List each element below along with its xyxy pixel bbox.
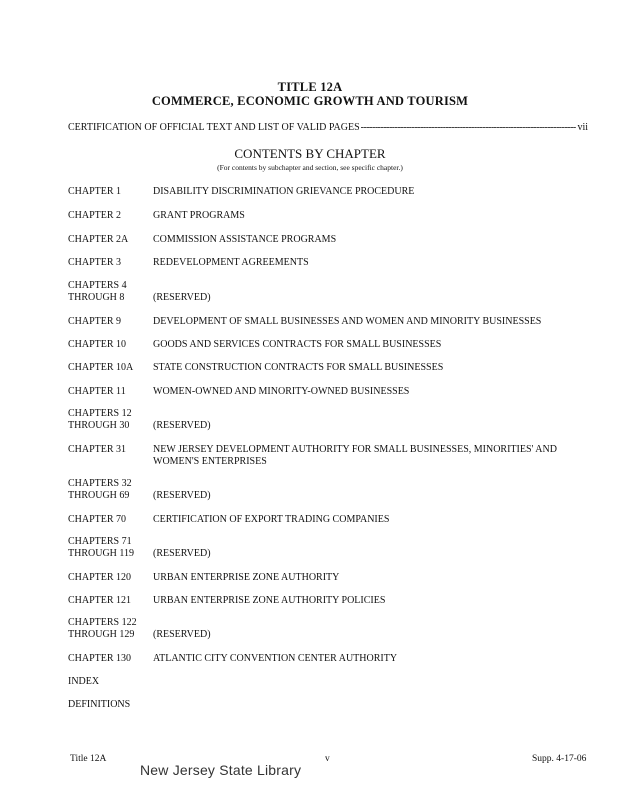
chapter-number: CHAPTERS 71 THROUGH 119 bbox=[68, 536, 135, 559]
chapter-number: CHAPTER 10 bbox=[68, 339, 127, 350]
footer-supplement-date: Supp. 4-17-06 bbox=[532, 754, 587, 764]
chapter-title: DEVELOPMENT OF SMALL BUSINESSES AND WOMEN AND MINORITY BUSINESSES bbox=[153, 316, 542, 327]
chapter-title: CERTIFICATION OF EXPORT TRADING COMPANIES bbox=[153, 514, 390, 525]
chapter-number: CHAPTERS 4 THROUGH 8 bbox=[68, 280, 127, 303]
chapter-row bbox=[68, 478, 598, 502]
chapter-number: CHAPTER 11 bbox=[68, 386, 126, 397]
chapter-row bbox=[68, 653, 598, 665]
title-line-1: TITLE 12A bbox=[277, 80, 343, 94]
chapter-row bbox=[68, 514, 598, 526]
chapter-row bbox=[68, 617, 598, 641]
certification-label: CERTIFICATION OF OFFICIAL TEXT AND LIST OF VALID PAGES bbox=[68, 122, 360, 133]
chapter-row bbox=[68, 595, 598, 607]
chapter-row bbox=[68, 210, 598, 222]
chapter-row bbox=[68, 536, 598, 560]
certification-page: vii bbox=[577, 122, 588, 133]
footer-title: Title 12A bbox=[70, 754, 107, 764]
chapter-title: WOMEN-OWNED AND MINORITY-OWNED BUSINESSES bbox=[153, 386, 410, 397]
chapter-row bbox=[68, 339, 598, 351]
chapter-number: CHAPTER 3 bbox=[68, 257, 122, 268]
chapter-title: COMMISSION ASSISTANCE PROGRAMS bbox=[153, 234, 337, 245]
chapter-title: (RESERVED) bbox=[153, 490, 211, 501]
footer-page-number: v bbox=[325, 754, 330, 764]
chapter-row bbox=[68, 362, 598, 374]
chapter-number: CHAPTER 130 bbox=[68, 653, 132, 664]
chapter-number: CHAPTERS 12 THROUGH 30 bbox=[68, 408, 132, 431]
chapter-title: (RESERVED) bbox=[153, 548, 211, 559]
chapter-number: CHAPTER 2 bbox=[68, 210, 122, 221]
chapter-title: DISABILITY DISCRIMINATION GRIEVANCE PROCEDURE bbox=[153, 186, 415, 197]
definitions-entry: DEFINITIONS bbox=[68, 699, 131, 710]
title-line-2: COMMERCE, ECONOMIC GROWTH AND TOURISM bbox=[151, 94, 469, 108]
contents-subheading: (For contents by subchapter and section, see specific chapter.) bbox=[217, 163, 403, 172]
chapter-row bbox=[68, 572, 598, 584]
chapter-row bbox=[68, 316, 598, 328]
chapter-row bbox=[68, 257, 598, 269]
chapter-title: (RESERVED) bbox=[153, 629, 211, 640]
chapter-row bbox=[68, 444, 598, 468]
chapter-title: URBAN ENTERPRISE ZONE AUTHORITY bbox=[153, 572, 340, 583]
chapter-title: (RESERVED) bbox=[153, 420, 211, 431]
chapter-number: CHAPTER 121 bbox=[68, 595, 132, 606]
chapter-number: CHAPTER 31 bbox=[68, 444, 127, 455]
chapter-title: ATLANTIC CITY CONVENTION CENTER AUTHORITY bbox=[153, 653, 398, 664]
chapter-row bbox=[68, 280, 598, 304]
chapter-number: CHAPTERS 122 THROUGH 129 bbox=[68, 617, 137, 640]
chapter-number: CHAPTER 70 bbox=[68, 514, 127, 525]
chapter-title: (RESERVED) bbox=[153, 292, 211, 303]
chapter-row bbox=[68, 408, 598, 432]
chapter-number: CHAPTER 120 bbox=[68, 572, 132, 583]
chapter-number: CHAPTERS 32 THROUGH 69 bbox=[68, 478, 132, 501]
chapter-title: STATE CONSTRUCTION CONTRACTS FOR SMALL BUSINESSES bbox=[153, 362, 444, 373]
chapter-row bbox=[68, 386, 598, 398]
index-entry: INDEX bbox=[68, 676, 100, 687]
chapter-row bbox=[68, 234, 598, 246]
certification-line bbox=[68, 122, 588, 133]
contents-heading: CONTENTS BY CHAPTER bbox=[234, 146, 386, 161]
chapter-title: GOODS AND SERVICES CONTRACTS FOR SMALL BUSINESSES bbox=[153, 339, 442, 350]
dot-leader bbox=[361, 122, 577, 133]
chapter-number: CHAPTER 2A bbox=[68, 234, 129, 245]
chapter-row bbox=[68, 186, 598, 198]
library-stamp: New Jersey State Library bbox=[140, 762, 302, 778]
chapter-title: GRANT PROGRAMS bbox=[153, 210, 245, 221]
chapter-title: REDEVELOPMENT AGREEMENTS bbox=[153, 257, 309, 268]
chapter-number: CHAPTER 1 bbox=[68, 186, 122, 197]
chapter-number: CHAPTER 9 bbox=[68, 316, 122, 327]
chapter-number: CHAPTER 10A bbox=[68, 362, 134, 373]
chapter-title: NEW JERSEY DEVELOPMENT AUTHORITY FOR SMALL BUSINESSES, MINORITIES' AND WOMEN'S ENTERPRISES bbox=[153, 444, 557, 467]
chapter-title: URBAN ENTERPRISE ZONE AUTHORITY POLICIES bbox=[153, 595, 386, 606]
